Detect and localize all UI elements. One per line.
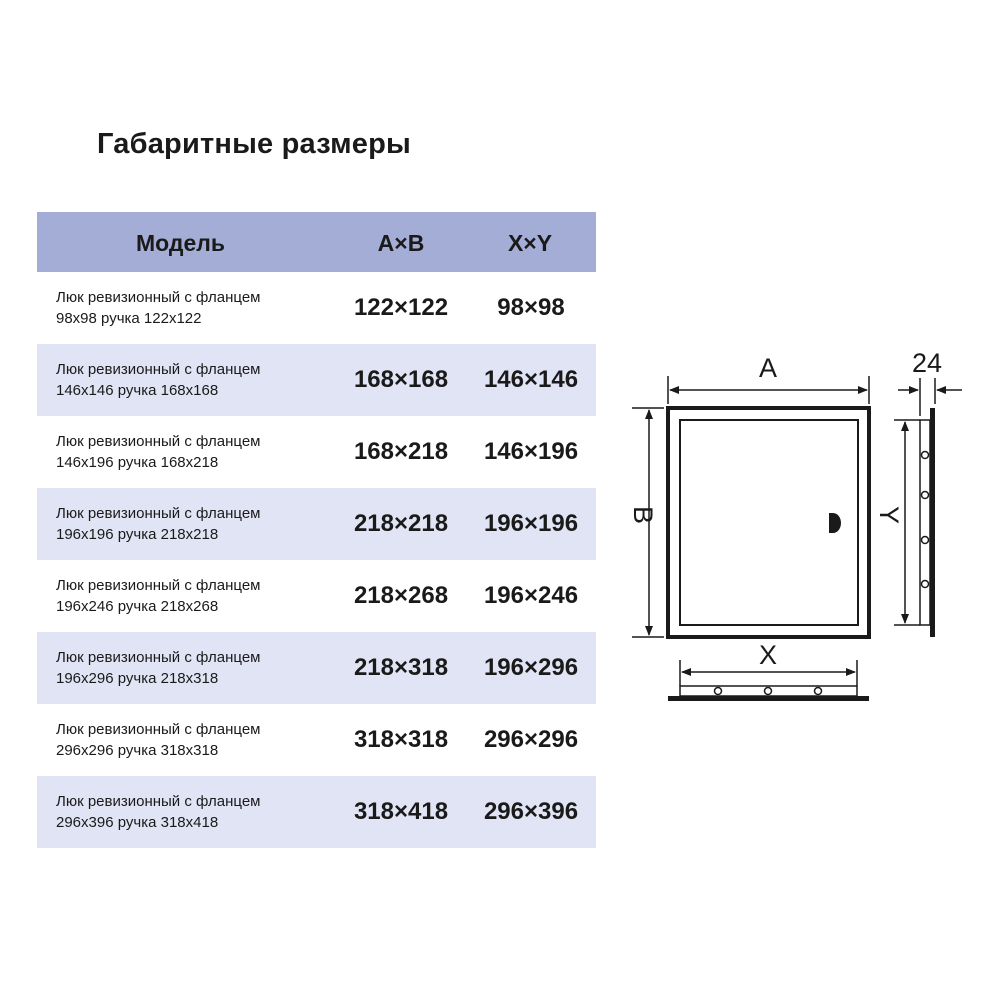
- table-row: [37, 776, 596, 848]
- hatch-dimension-drawing: [600, 330, 980, 720]
- model-name: Люк ревизионный с фланцем: [56, 577, 261, 594]
- header-ab: A×B: [377, 230, 425, 256]
- xy-value: 146×196: [483, 438, 579, 465]
- header-model: Модель: [136, 230, 226, 256]
- model-name: Люк ревизионный с фланцем: [56, 433, 261, 450]
- model-size: 146х146 ручка 168х168: [56, 382, 219, 399]
- xy-value: 146×146: [483, 366, 579, 393]
- model-description: [56, 560, 336, 632]
- hatch-front-view: [668, 408, 869, 637]
- label-y: Y: [874, 505, 904, 525]
- model-description: [56, 776, 336, 848]
- model-description: [56, 416, 336, 488]
- model-size: 296х296 ручка 318х318: [56, 742, 219, 759]
- model-name: Люк ревизионный с фланцем: [56, 793, 261, 810]
- table-row: [37, 272, 596, 344]
- label-a: A: [758, 353, 778, 383]
- model-size: 98х98 ручка 122х122: [56, 310, 202, 327]
- ab-value: 218×268: [353, 582, 449, 609]
- model-size: 146х196 ручка 168х218: [56, 454, 219, 471]
- label-b: B: [628, 505, 658, 525]
- table-row: [37, 344, 596, 416]
- model-size: 196х196 ручка 218х218: [56, 526, 219, 543]
- model-size: 196х246 ручка 218х268: [56, 598, 219, 615]
- label-x: X: [758, 640, 778, 670]
- model-name: Люк ревизионный с фланцем: [56, 505, 261, 522]
- dimension-depth: [898, 348, 962, 416]
- ab-value: 218×318: [353, 654, 449, 681]
- ab-value: 168×218: [353, 438, 449, 465]
- model-description: [56, 704, 336, 776]
- label-depth: 24: [911, 348, 943, 378]
- model-description: [56, 272, 336, 344]
- ab-value: 122×122: [353, 294, 449, 321]
- model-description: [56, 632, 336, 704]
- xy-value: 98×98: [497, 294, 565, 321]
- ab-value: 318×418: [353, 798, 449, 825]
- table-row: [37, 632, 596, 704]
- table-header: [37, 212, 596, 272]
- xy-value: 296×296: [483, 726, 579, 753]
- table-row: [37, 704, 596, 776]
- page-title: Габаритные размеры: [97, 128, 411, 160]
- dimensions-table: [37, 212, 596, 848]
- table-row: [37, 560, 596, 632]
- model-name: Люк ревизионный с фланцем: [56, 649, 261, 666]
- ab-value: 318×318: [353, 726, 449, 753]
- xy-value: 296×396: [483, 798, 579, 825]
- ab-value: 168×168: [353, 366, 449, 393]
- model-size: 196х296 ручка 218х318: [56, 670, 219, 687]
- dimension-b: [628, 408, 664, 637]
- model-name: Люк ревизионный с фланцем: [56, 289, 261, 306]
- xy-value: 196×296: [483, 654, 579, 681]
- table-row: [37, 488, 596, 560]
- hatch-bottom-profile: [668, 640, 869, 701]
- header-xy: X×Y: [507, 230, 553, 256]
- model-name: Люк ревизионный с фланцем: [56, 361, 261, 378]
- dimension-a: [668, 353, 869, 404]
- table-row: [37, 416, 596, 488]
- model-description: [56, 488, 336, 560]
- model-name: Люк ревизионный с фланцем: [56, 721, 261, 738]
- xy-value: 196×246: [483, 582, 579, 609]
- xy-value: 196×196: [483, 510, 579, 537]
- ab-value: 218×218: [353, 510, 449, 537]
- model-size: 296х396 ручка 318х418: [56, 814, 219, 831]
- model-description: [56, 344, 336, 416]
- hatch-side-profile: [874, 408, 935, 637]
